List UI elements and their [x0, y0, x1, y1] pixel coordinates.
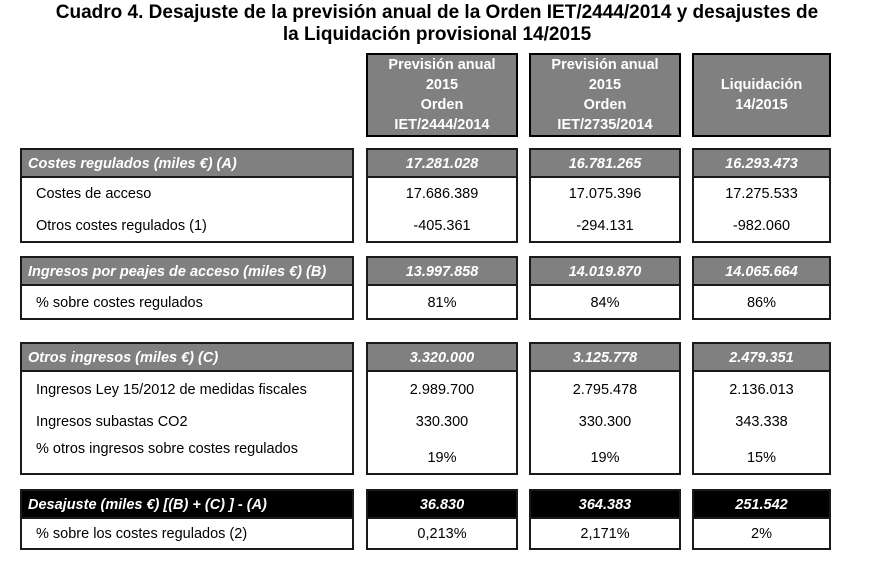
section-peajes-col3 [692, 256, 831, 320]
cell-value: 0,213% [417, 526, 467, 542]
row-label: Costes de acceso [36, 186, 152, 202]
header-value: 16.293.473 [694, 150, 829, 178]
row-label: Ingresos subastas CO2 [36, 414, 188, 430]
row-label: % sobre los costes regulados (2) [36, 526, 248, 542]
header-value: 3.320.000 [368, 344, 516, 372]
section-otros-header: Otros ingresos (miles €) (C) [22, 344, 352, 372]
header-value: 2.479.351 [694, 344, 829, 372]
row-label: % otros ingresos sobre costes regulados [36, 441, 298, 457]
section-peajes-col1 [366, 256, 518, 320]
section-otros-label-box [20, 342, 354, 475]
header-value: 14.019.870 [531, 258, 679, 286]
section-otros-col3 [692, 342, 831, 475]
header-value: 251.542 [694, 491, 829, 519]
header-value: 17.281.028 [368, 150, 516, 178]
section-otros-col2 [529, 342, 681, 475]
cell-value: 19% [590, 450, 620, 466]
cell-value: 81% [427, 295, 457, 311]
row-label: % sobre costes regulados [36, 295, 203, 311]
cell-value: 17.275.533 [725, 186, 798, 202]
section-desajuste-col1 [366, 489, 518, 550]
cell-value: 19% [427, 450, 457, 466]
section-costes-header: Costes regulados (miles €) (A) [22, 150, 352, 178]
cell-value: -294.131 [576, 218, 634, 234]
header-value: 16.781.265 [531, 150, 679, 178]
row-label: Otros costes regulados (1) [36, 218, 207, 234]
section-costes-label-box [20, 148, 354, 243]
header-value: 364.383 [531, 491, 679, 519]
column-header-prevision-2444: Previsión anual 2015 Orden IET/2444/2014 [366, 53, 518, 137]
cell-value: 2.136.013 [729, 382, 794, 398]
column-header-prevision-2735: Previsión anual 2015 Orden IET/2735/2014 [529, 53, 681, 137]
header-value: 3.125.778 [531, 344, 679, 372]
row-label: Ingresos Ley 15/2012 de medidas fiscales [36, 382, 307, 398]
section-desajuste-col2 [529, 489, 681, 550]
section-otros-col1 [366, 342, 518, 475]
table-title [0, 2, 874, 46]
cell-value: 17.075.396 [568, 186, 642, 202]
table-title-line-2: la Liquidación provisional 14/2015 [282, 24, 592, 45]
cell-value: 2% [751, 526, 772, 542]
section-desajuste-header: Desajuste (miles €) [(B) + (C) ] - (A) [22, 491, 352, 519]
cell-value: -405.361 [413, 218, 471, 234]
section-costes-col1 [366, 148, 518, 243]
cell-value: -982.060 [732, 218, 791, 234]
cell-value: 2,171% [580, 526, 630, 542]
cell-value: 15% [746, 450, 777, 466]
section-desajuste-col3 [692, 489, 831, 550]
cell-value: 86% [746, 295, 777, 311]
cell-value: 330.300 [415, 414, 469, 430]
cell-value: 17.686.389 [405, 186, 479, 202]
section-desajuste-label-box [20, 489, 354, 550]
header-value: 36.830 [368, 491, 516, 519]
header-value: 14.065.664 [694, 258, 829, 286]
cell-value: 343.338 [735, 414, 788, 430]
cell-value: 2.989.700 [409, 382, 475, 398]
section-peajes-label-box [20, 256, 354, 320]
cell-value: 84% [590, 295, 620, 311]
cell-value: 2.795.478 [572, 382, 638, 398]
section-peajes-header: Ingresos por peajes de acceso (miles €) (B) [22, 258, 352, 286]
section-peajes-col2 [529, 256, 681, 320]
table-title-line-1: Cuadro 4. Desajuste de la previsión anual de la Orden IET/2444/2014 y desajustes de [55, 2, 819, 23]
section-costes-col3 [692, 148, 831, 243]
column-header-liquidacion: Liquidación 14/2015 [692, 53, 831, 137]
header-value: 13.997.858 [368, 258, 516, 286]
section-costes-col2 [529, 148, 681, 243]
cell-value: 330.300 [578, 414, 632, 430]
